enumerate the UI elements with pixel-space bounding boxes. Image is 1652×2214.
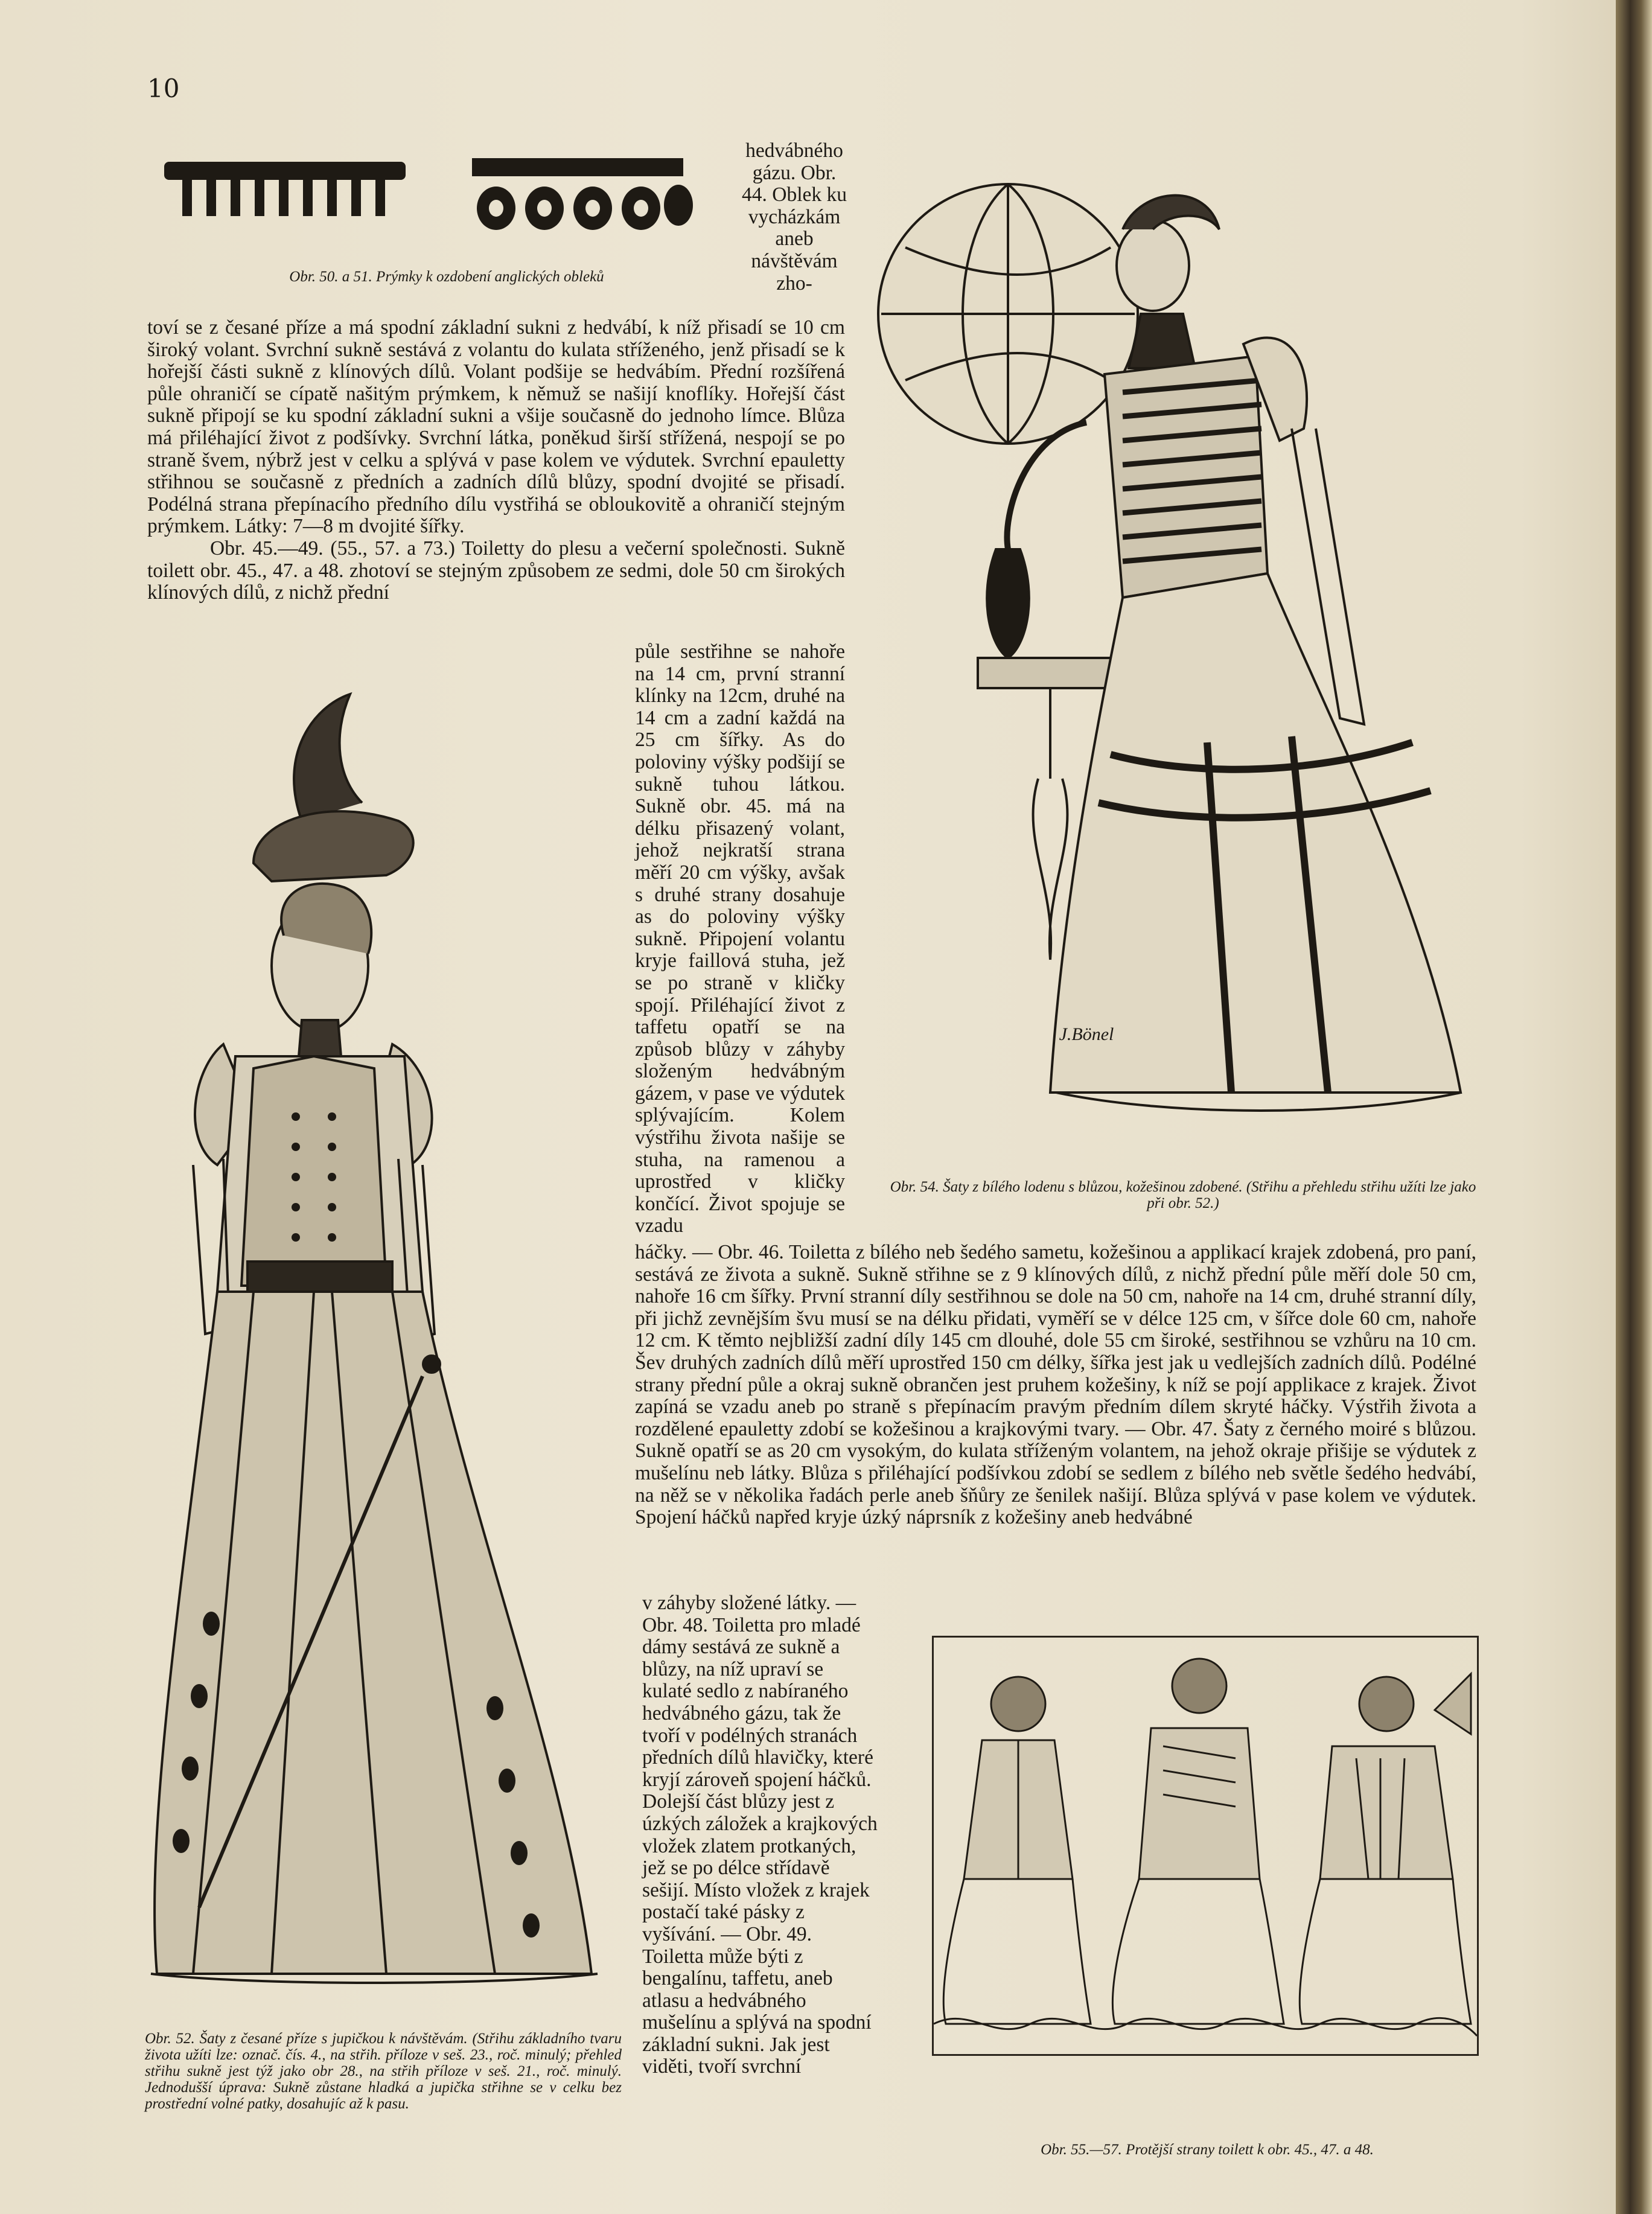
book-binding-edge xyxy=(1616,0,1652,2214)
text-main-upper xyxy=(147,317,845,604)
trims-illustration xyxy=(158,145,701,247)
caption-fig-52: Obr. 52. Šaty z česané příze s jupičkou k návštěvám. (Střihu základního tvaru života užíti lze: označ. čís. 4., na střih. příloze v seš. 23., roč. minulý; přehled střihu sukně jest týž jako obr 28., na střih příloze v seš. 21., roč. minulý. Jednodušší úprava: Sukně zůstane hladká a jupička střihne se v celku bez prostřední volné patky, dosahujíc až k pasu. xyxy=(145,2031,622,2112)
page-number: 10 xyxy=(147,74,180,103)
caption-fig-50-51: Obr. 50. a 51. Prýmky k ozdobení anglických obleků xyxy=(289,269,604,285)
paragraph-obr-44-body: toví se z česané příze a má spodní základní sukni z hedvábí, k níž přisadí se 10 cm široký volant. Svrchní sukně sestává z volantu do kulata stříženého, jenž přisadí se k hořejší části sukně z klínových dílů. Volant podšije se hedvábím. Přední rozšířená půle ohraničí se cípatě našitým prýmkem, k němuž se našijí knoflíky. Hořejší část sukně připojí se ku spodní základní sukni a všije současně do jednoho límce. Blůza má přiléhající život z podšívky. Svrchní látka, poněkud širší střížená, nespojí se po straně švem, nýbrž jest v celku a splývá v pase kolem ve výdutek. Svrchní epauletty střihnou se současně z předních a zadních dílů blůzy, spodní dvojité se přisadí. Podélná strana přepínacího předního dílu vystřihá se obloukovitě a ohraničí stejným prýmkem. Látky: 7—8 m dvojité šířky. xyxy=(147,316,845,538)
text-lower-narrow: v záhyby složené látky. — Obr. 48. Toiletta pro mladé dámy sestává ze sukně a blůzy, na níž upraví se kulaté sedlo z nabíraného hedvábného gázu, tak že tvoří v podélných stranách předních dílů hlavičky, které kryjí zároveň spojení háčků. Dolejší část blůzy jest z úzkých záložek a krajkových vložek zlatem protkaných, jež se po délce střídavě sešijí. Místo vložek z krajek postačí také pásky z vyšívání. — Obr. 49. Toiletta může býti z bengalínu, taffetu, aneb atlasu a hedvábného mušelínu a splývá na spodní základní sukni. Jak jest viděti, tvoří svrchní xyxy=(642,1592,878,2078)
figure-54-signature: J.Bönel xyxy=(1059,1024,1114,1044)
figure-trims xyxy=(158,145,701,247)
dress-52-drawing xyxy=(133,682,628,2010)
text-right-narrow-top: hedvábného gázu. Obr. 44. Oblek ku vycházkám aneb návštěvám zho- xyxy=(742,139,847,295)
back-views-drawing xyxy=(934,1638,1477,2054)
dress-54-drawing xyxy=(869,175,1497,1153)
figure-54-dress-with-globe xyxy=(869,175,1497,1153)
figure-55-57-back-views xyxy=(932,1636,1479,2056)
caption-fig-55-57: Obr. 55.—57. Protější strany toilett k obr. 45., 47. a 48. xyxy=(1041,2142,1374,2158)
text-middle-column: půle sestřihne se nahoře na 14 cm, první stranní klínky na 12cm, druhé na 14 cm a zadní každá na 25 cm šířky. As do poloviny výšky podšijí se sukně tuhou látkou. Sukně obr. 45. má na délku přisazený volant, jehož nejkratší strana měří 20 cm výšky, avšak s druhé strany dosahuje as do poloviny výšky sukně. Připojení volantu kryje faillová stuha, jež se po straně v kličky spojí. Přiléhající život z taffetu opatří se na způsob blůzy v záhyby složeným hedvábným gázem, v pase ve výdutek splývajícím. Kolem výstřihu života našije se stuha, na ramenou a uprostřed v kličky končící. Život spojuje se vzadu xyxy=(635,640,845,1237)
text-main-lower: háčky. — Obr. 46. Toiletta z bílého neb šedého sametu, kožešinou a applikací krajek zdobená, pro paní, sestává ze života a sukně. Sukně střihne se z 9 klínových dílů, z nichž přední půle měří dole 50 cm, nahoře 16 cm šířky. První stranní díly sestřihnou se dole na 50 cm, nahoře na 14 cm, druhé stranní díly, při jichž zevnějším švu musí se na délku přidati, vyměří se v délce 125 cm, v šířce dole 60 cm, nahoře 12 cm. K těmto nejbližší zadní díly 145 cm dlouhé, dole 55 cm široké, sestřihnou se vzhůru na 10 cm. Šev druhých zadních dílů měří uprostřed 150 cm délky, šířka jest jak u vedlejších zadních dílů. Podélné strany přední půle a okraj sukně obrančen jest pruhem kožešiny, k níž se pojí applikace z krajek. Život zapíná se vzadu aneb po straně s přepínacím pravým předním dílem skryté háčky. Výstřih života a rozdělené epauletty zdobí se kožešinou a krajkovými tvary. — Obr. 47. Šaty z černého moiré s blůzou. Sukně opatří se as 20 cm vysokým, do kulata stříženým volantem, na jehož okraje přišije se výdutek z mušelínu neb látky. Blůza s přiléhající podšívkou zdobí se sedlem z bílého neb světle šedého hedvábí, na něž se v několika řadách perle aneb šňůry ze šenilek našijí. Blůza splývá v pase kolem ve výdutek. Spojení háčků napřed kryje úzký náprsník z kožešiny aneb hedvábné xyxy=(635,1241,1476,1529)
paragraph-obr-45-49: Obr. 45.—49. (55., 57. a 73.) Toiletty do plesu a večerní společnosti. Sukně toilett obr. 45., 47. a 48. zhotoví se stejným způsobem ze sedmi, dole 50 cm širokých klínových dílů, z nichž přední xyxy=(147,537,845,604)
figure-52-dress-illustration xyxy=(133,682,628,2010)
caption-fig-54: Obr. 54. Šaty z bílého lodenu s blůzou, kožešinou zdobené. (Střihu a přehledu střihu užíti lze jako při obr. 52.) xyxy=(890,1179,1476,1211)
